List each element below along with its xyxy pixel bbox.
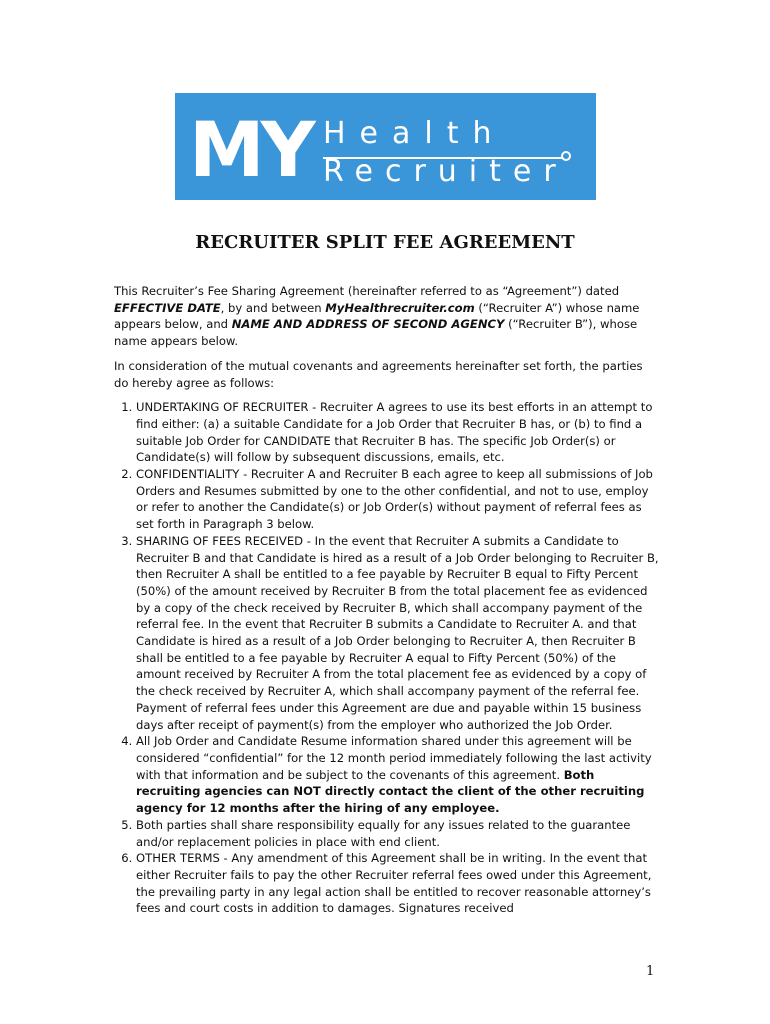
intro-text-4: (“Recruiter B”), whose name appears below.	[114, 317, 638, 349]
document-body	[114, 283, 660, 917]
logo-health-text: Health	[323, 116, 506, 151]
logo-recruiter-text: Recruiter	[323, 154, 568, 189]
list-item	[136, 466, 660, 533]
list-item	[136, 399, 660, 466]
intro-text-1: This Recruiter’s Fee Sharing Agreement (hereinafter referred to as “Agreement”) dated	[114, 284, 620, 298]
intro-text-3: (“Recruiter A”) whose name appears below, and	[114, 300, 640, 332]
effective-date-field: EFFECTIVE DATE	[114, 300, 221, 315]
list-item-text: CONFIDENTIALITY - Recruiter A and Recruiter B each agree to keep all submissions of Job Orders and Resumes submitted by one to the other confidential, and not to use, employ or refer to another the Candidate(s) or Job Order(s) without payment of referral fees as set forth in Paragraph 3 below.	[136, 467, 653, 532]
page-number: 1	[646, 964, 655, 979]
second-agency-field: NAME AND ADDRESS OF SECOND AGENCY	[231, 317, 505, 332]
consideration-paragraph: In consideration of the mutual covenants and agreements hereinafter set forth, the parties do hereby agree as follows:	[114, 358, 643, 390]
list-item	[136, 533, 660, 733]
intro-paragraph	[114, 283, 660, 350]
terms-list	[114, 399, 660, 917]
list-item	[136, 850, 660, 917]
list-item-text: OTHER TERMS - Any amendment of this Agreement shall be in writing. In the event that either Recruiter fails to pay the other Recruiter referral fees owed under this Agreement, the prevailing party in any legal action shall be entitled to recover reasonable attorney’s fees and court costs in addition to damages. Signatures received	[136, 851, 652, 916]
company-name: MyHealthrecruiter.com	[325, 300, 475, 315]
list-item-text: UNDERTAKING OF RECRUITER - Recruiter A agrees to use its best efforts in an attempt to find either: (a) a suitable Candidate for a Job Order that Recruiter B has, or (b) to find a suitable Job Order for CANDIDATE that Recruiter B has. The specific Job Order(s) or Candidate(s) will follow by subsequent discussions, emails, etc.	[136, 400, 653, 465]
intro-text-2: , by and between	[220, 300, 326, 315]
list-item	[136, 733, 660, 817]
list-item-bold-text: Both recruiting agencies can NOT directly contact the client of the other recruiting agency for 12 months after the hiring of any employee.	[136, 767, 645, 816]
document-title: RECRUITER SPLIT FEE AGREEMENT	[195, 232, 575, 253]
list-item-text: Both parties shall share responsibility equally for any issues related to the guarantee and/or replacement policies in place with end client.	[136, 817, 631, 849]
myhealthrecruiter-logo	[175, 93, 596, 200]
logo-my-text: MY	[189, 105, 312, 194]
list-item-text: SHARING OF FEES RECEIVED - In the event that Recruiter A submits a Candidate to Recruiter B and that Candidate is hired as a result of a Job Order belonging to Recruiter B, then Recruiter A shall be entitled to a fee payable by Recruiter B equal to Fifty Percent (50%) of the amount received by Recruiter B from the total placement fee as evidenced by a copy of the check received by Recruiter B, which shall accompany payment of the referral fee. In the event that Recruiter B submits a Candidate to Recruiter A. and that Candidate is hired as a result of a Job Order belonging to Recruiter A, then Recruiter B shall be entitled to a fee payable by Recruiter A equal to Fifty Percent (50%) of the amount received by Recruiter A from the total placement fee as evidenced by a copy of the check received by Recruiter A, which shall accompany payment of the referral fee. Payment of referral fees under this Agreement are due and payable within 15 business days after receipt of payment(s) from the employer who authorized the Job Order.	[136, 533, 659, 732]
list-item-text: All Job Order and Candidate Resume information shared under this agreement will be considered “confidential” for the 12 month period immediately following the last activity with that information and be subject to the covenants of this agreement.	[136, 734, 652, 782]
list-item	[136, 817, 660, 850]
